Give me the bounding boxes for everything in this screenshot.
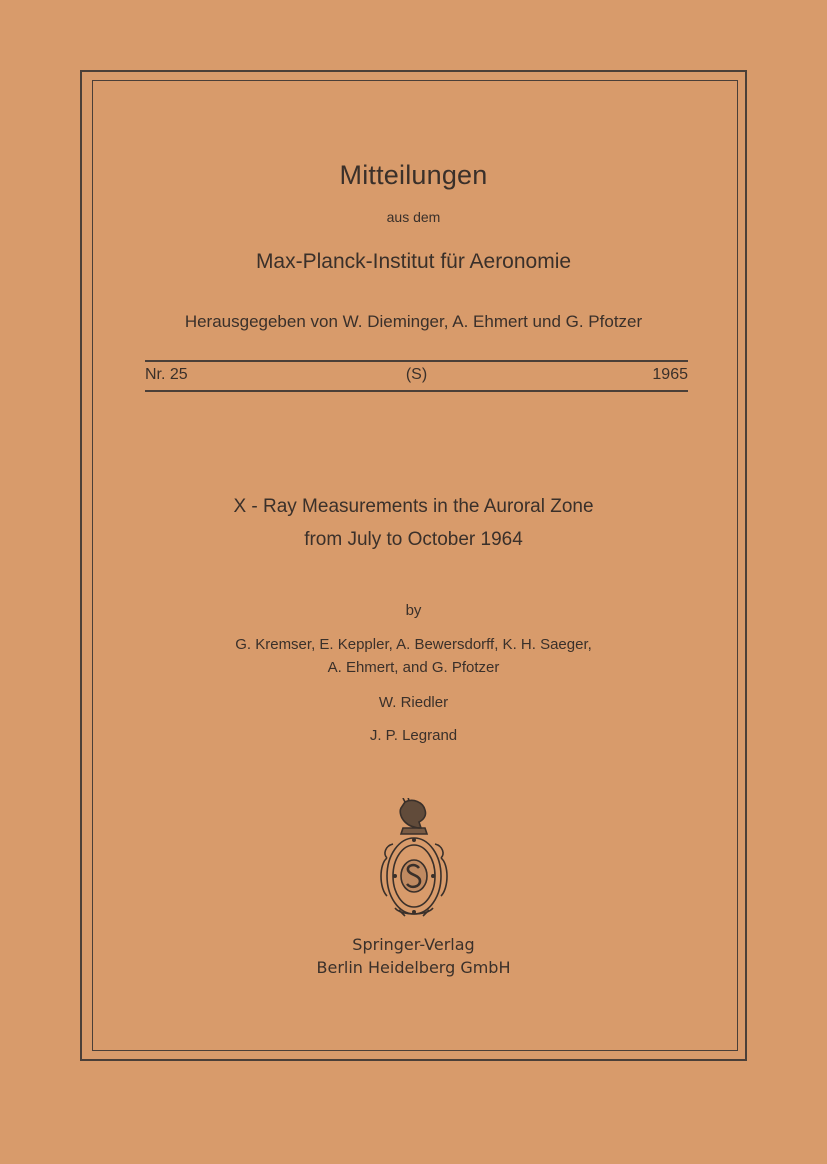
- publisher-location: Berlin Heidelberg GmbH: [316, 958, 511, 977]
- authors-line-2: A. Ehmert, and G. Pfotzer: [327, 659, 500, 676]
- issue-series-code: (S): [405, 366, 428, 383]
- institute-name: Max-Planck-Institut für Aeronomie: [255, 250, 572, 273]
- springer-knight-logo-icon: [375, 798, 453, 918]
- bottom-rule: [145, 390, 688, 392]
- author-riedler: W. Riedler: [378, 694, 449, 711]
- series-title: Mitteilungen: [339, 160, 488, 190]
- authors-line-1: G. Kremser, E. Keppler, A. Bewersdorff, K. H. Saeger,: [235, 636, 592, 653]
- issue-year: 1965: [652, 366, 688, 383]
- author-legrand: J. P. Legrand: [369, 727, 458, 744]
- book-title-line-1: X - Ray Measurements in the Auroral Zone: [233, 496, 594, 517]
- issue-number: Nr. 25: [145, 366, 188, 383]
- series-subtitle: aus dem: [386, 209, 441, 225]
- publisher-name: Springer-Verlag: [352, 935, 475, 954]
- issue-row: [145, 366, 688, 384]
- book-title-line-2: from July to October 1964: [304, 529, 523, 550]
- by-label: by: [405, 602, 422, 619]
- top-rule: [145, 360, 688, 362]
- editors-line: Herausgegeben von W. Dieminger, A. Ehmert und G. Pfotzer: [184, 312, 643, 331]
